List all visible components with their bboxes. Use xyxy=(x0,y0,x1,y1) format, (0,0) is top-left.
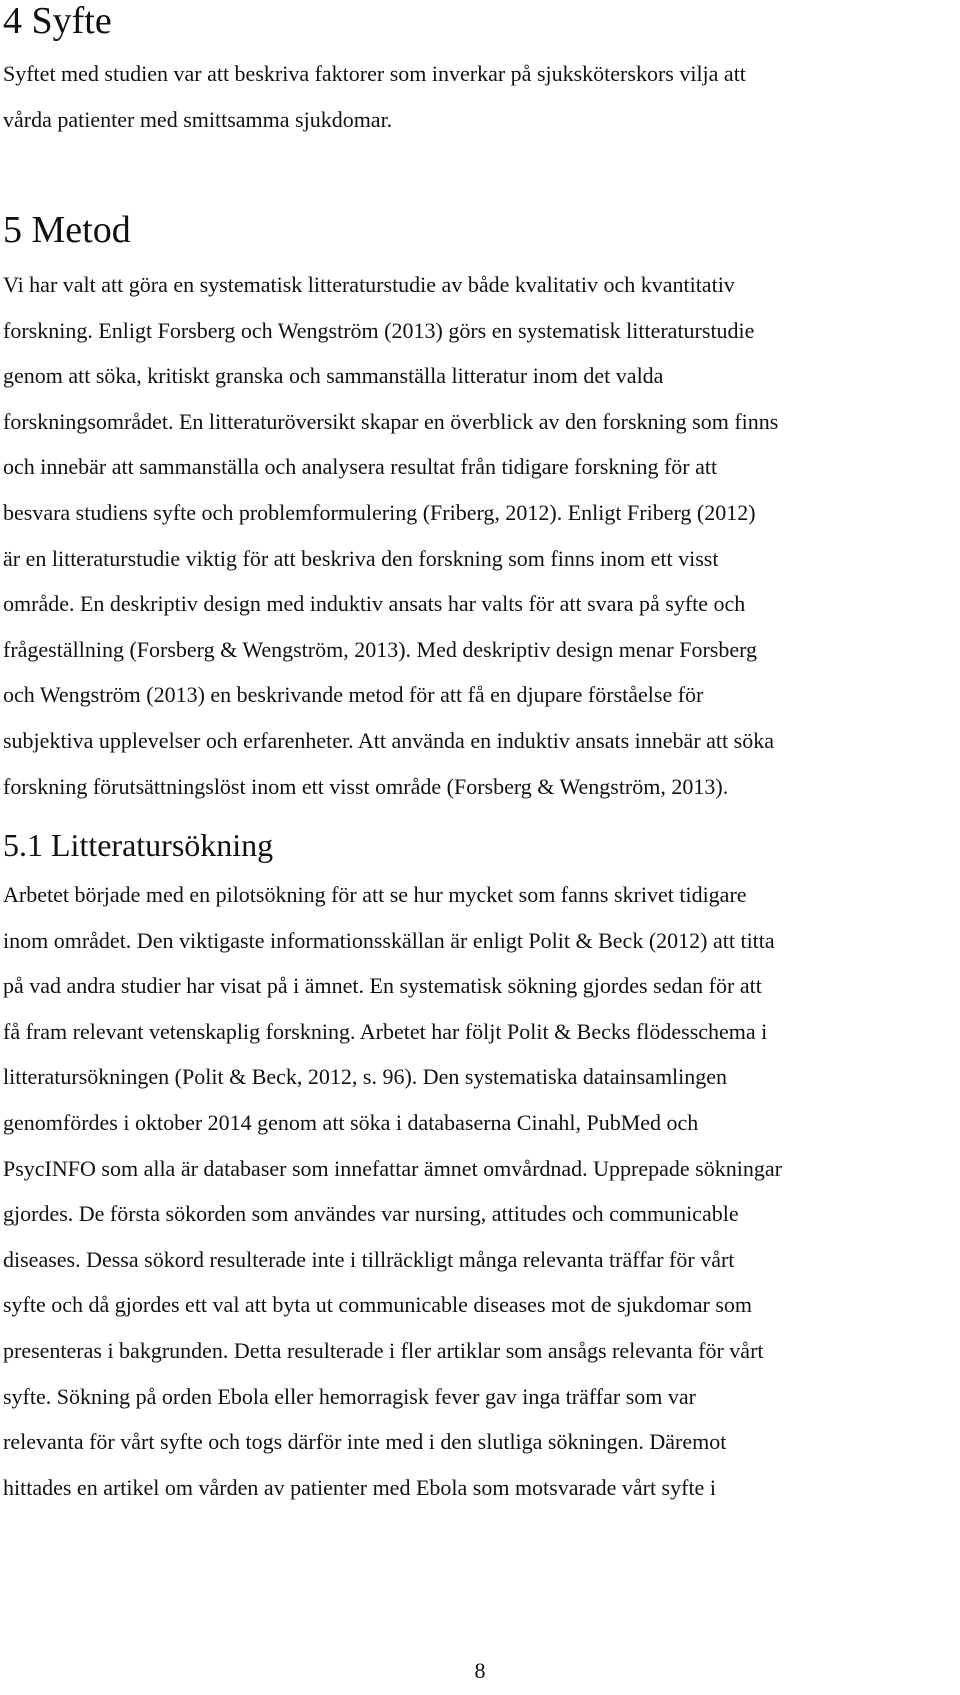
text-line: forskning. Enligt Forsberg och Wengström (2013) görs en systematisk litteraturstudie xyxy=(3,317,755,343)
text-line: syfte. Sökning på orden Ebola eller hemorragisk fever gav inga träffar som var xyxy=(3,1383,696,1409)
text-line: genom att söka, kritiskt granska och sammanställa litteratur inom det valda xyxy=(3,363,664,389)
text-line: Syftet med studien var att beskriva faktorer som inverkar på sjuksköterskors vilja att xyxy=(3,61,746,86)
text-line: vårda patienter med smittsamma sjukdomar. xyxy=(3,106,393,132)
text-line: besvara studiens syfte och problemformulering (Friberg, 2012). Enligt Friberg (2012) xyxy=(3,499,756,525)
text-line: inom området. Den viktigaste informationsskällan är enligt Polit & Beck (2012) att titta xyxy=(3,927,775,953)
heading-syfte: 4 Syfte xyxy=(3,0,112,42)
paragraph-metod xyxy=(3,262,938,809)
text-line: syfte och då gjordes ett val att byta ut communicable diseases mot de sjukdomar som xyxy=(3,1292,753,1318)
text-line: hittades en artikel om vården av patienter med Ebola som motsvarade vårt syfte i xyxy=(3,1474,716,1500)
text-line: på vad andra studier har visat på i ämnet. En systematisk sökning gjordes sedan för att xyxy=(3,973,762,999)
heading-metod: 5 Metod xyxy=(3,209,131,251)
text-line: frågeställning (Forsberg & Wengström, 2013). Med deskriptiv design menar Forsberg xyxy=(3,636,758,662)
text-line: diseases. Dessa sökord resulterade inte i tillräckligt många relevanta träffar för vårt xyxy=(3,1246,735,1272)
heading-litteratursokning: 5.1 Litteratursökning xyxy=(3,827,274,863)
text-line: PsycINFO som alla är databaser som innefattar ämnet omvårdnad. Upprepade sökningar xyxy=(3,1155,782,1181)
text-line: Arbetet började med en pilotsökning för att se hur mycket som fanns skrivet tidigare xyxy=(3,882,747,907)
text-line: och innebär att sammanställa och analysera resultat från tidigare forskning för att xyxy=(3,454,718,480)
text-line: relevanta för vårt syfte och togs därför inte med i den slutliga sökningen. Däremot xyxy=(3,1429,727,1455)
text-line: litteratursökningen (Polit & Beck, 2012, s. 96). Den systematiska datainsamlingen xyxy=(3,1064,728,1090)
text-line: och Wengström (2013) en beskrivande metod för att få en djupare förståelse för xyxy=(3,682,704,708)
text-line: presenteras i bakgrunden. Detta resulterade i fler artiklar som ansågs relevanta för vårt xyxy=(3,1337,764,1363)
text-line: forskningsområdet. En litteraturöversikt skapar en överblick av den forskning som finns xyxy=(3,408,779,434)
text-line: få fram relevant vetenskaplig forskning. Arbetet har följt Polit & Becks flödesschema i xyxy=(3,1018,768,1044)
text-line: Vi har valt att göra en systematisk litteraturstudie av både kvalitativ och kvantitativ xyxy=(3,272,735,297)
text-line: genomfördes i oktober 2014 genom att söka i databaserna Cinahl, PubMed och xyxy=(3,1109,699,1135)
page-number: 8 xyxy=(474,1658,486,1683)
text-line: är en litteraturstudie viktig för att beskriva den forskning som finns inom ett visst xyxy=(3,545,719,571)
paragraph-syfte xyxy=(3,51,938,142)
paragraph-litteratursokning xyxy=(3,872,938,1510)
text-line: område. En deskriptiv design med induktiv ansats har valts för att svara på syfte och xyxy=(3,591,746,617)
text-line: subjektiva upplevelser och erfarenheter. Att använda en induktiv ansats innebär att söka xyxy=(3,727,774,753)
text-line: forskning förutsättningslöst inom ett visst område (Forsberg & Wengström, 2013). xyxy=(3,773,729,799)
text-line: gjordes. De första sökorden som användes var nursing, attitudes och communicable xyxy=(3,1201,739,1227)
